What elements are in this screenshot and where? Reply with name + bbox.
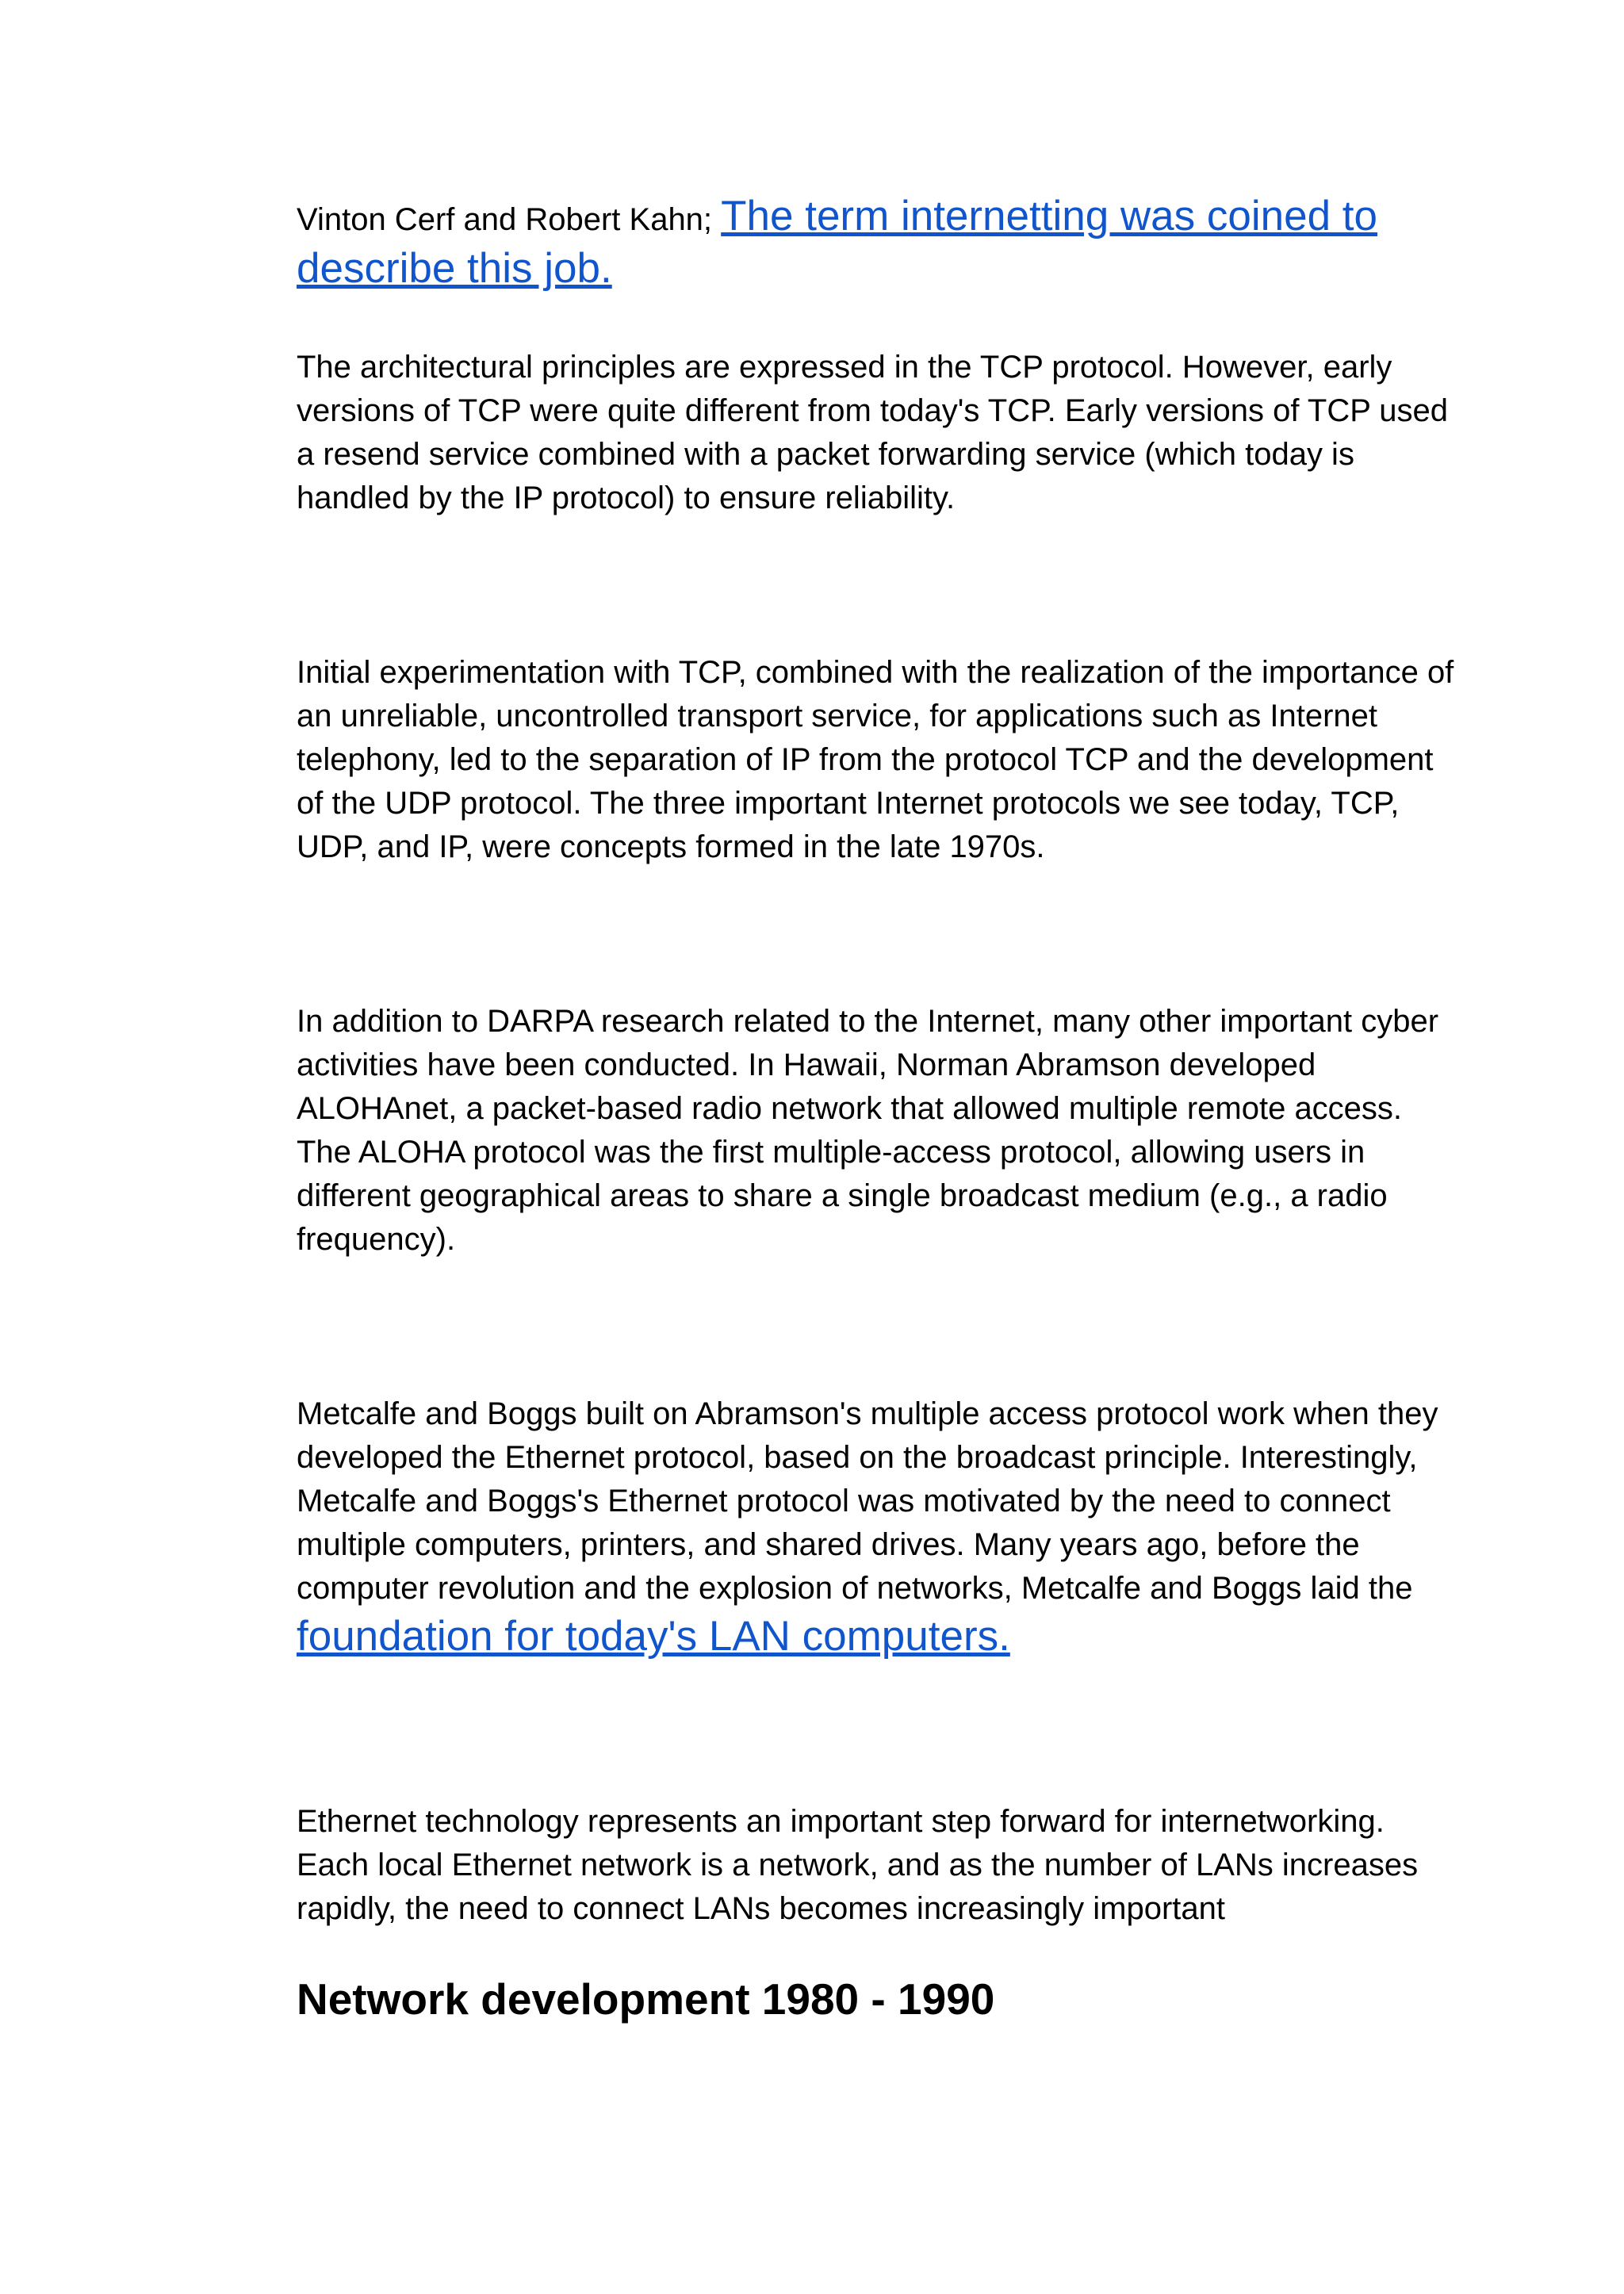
section-heading: Network development 1980 - 1990 bbox=[297, 1974, 995, 2024]
paragraph-text: Metcalfe and Boggs built on Abramson's multiple access protocol work when they developed the Ethernet protocol, based on the broadcast principle. Interestingly, Metcalfe and Boggs's Ethernet protocol was motivated by the need to connect multiple computers, printers, and shared drives. Many years ago, before the computer revolution and the explosion of networks, Metcalfe and Boggs laid the bbox=[297, 1396, 1438, 1606]
paragraph-tcp-principles: The architectural principles are expressed in the TCP protocol. However, early versions of TCP were quite different from today's TCP. Early versions of TCP used a resend service combined with a packet forwarding service (which today is handled by the IP protocol) to ensure reliability. bbox=[297, 350, 1449, 515]
paragraph-cerf-kahn bbox=[297, 190, 1454, 295]
paragraph-ethernet-internetworking: Ethernet technology represents an important step forward for internetworking. Each local Ethernet network is a network, and as the number of LANs increases rapidly, the need to connect LANs becomes increasingly important bbox=[297, 1804, 1419, 1926]
paragraph-alohanet: In addition to DARPA research related to the Internet, many other important cyber activities have been conducted. In Hawaii, Norman Abramson developed ALOHAnet, a packet-based radio network that allowed multiple remote access. The ALOHA protocol was the first multiple-access protocol, allowing users in different geographical areas to share a single broadcast medium (e.g., a radio frequency). bbox=[297, 1004, 1439, 1257]
document-body bbox=[297, 190, 1454, 2028]
paragraph-ethernet-origin bbox=[297, 1392, 1454, 1663]
paragraph-udp-separation: Initial experimentation with TCP, combined with the realization of the importance of an unreliable, uncontrolled transport service, for applications such as Internet telephony, led to the separation of IP from the protocol TCP and the development of the UDP protocol. The three important Internet protocols we see today, TCP, UDP, and IP, were concepts formed in the late 1970s. bbox=[297, 655, 1454, 864]
internetting-link[interactable]: The term internetting was coined to describe this job. bbox=[297, 193, 1377, 292]
lan-foundation-link[interactable]: foundation for today's LAN computers. bbox=[297, 1613, 1010, 1660]
paragraph-text: Vinton Cerf and Robert Kahn; bbox=[297, 202, 713, 237]
